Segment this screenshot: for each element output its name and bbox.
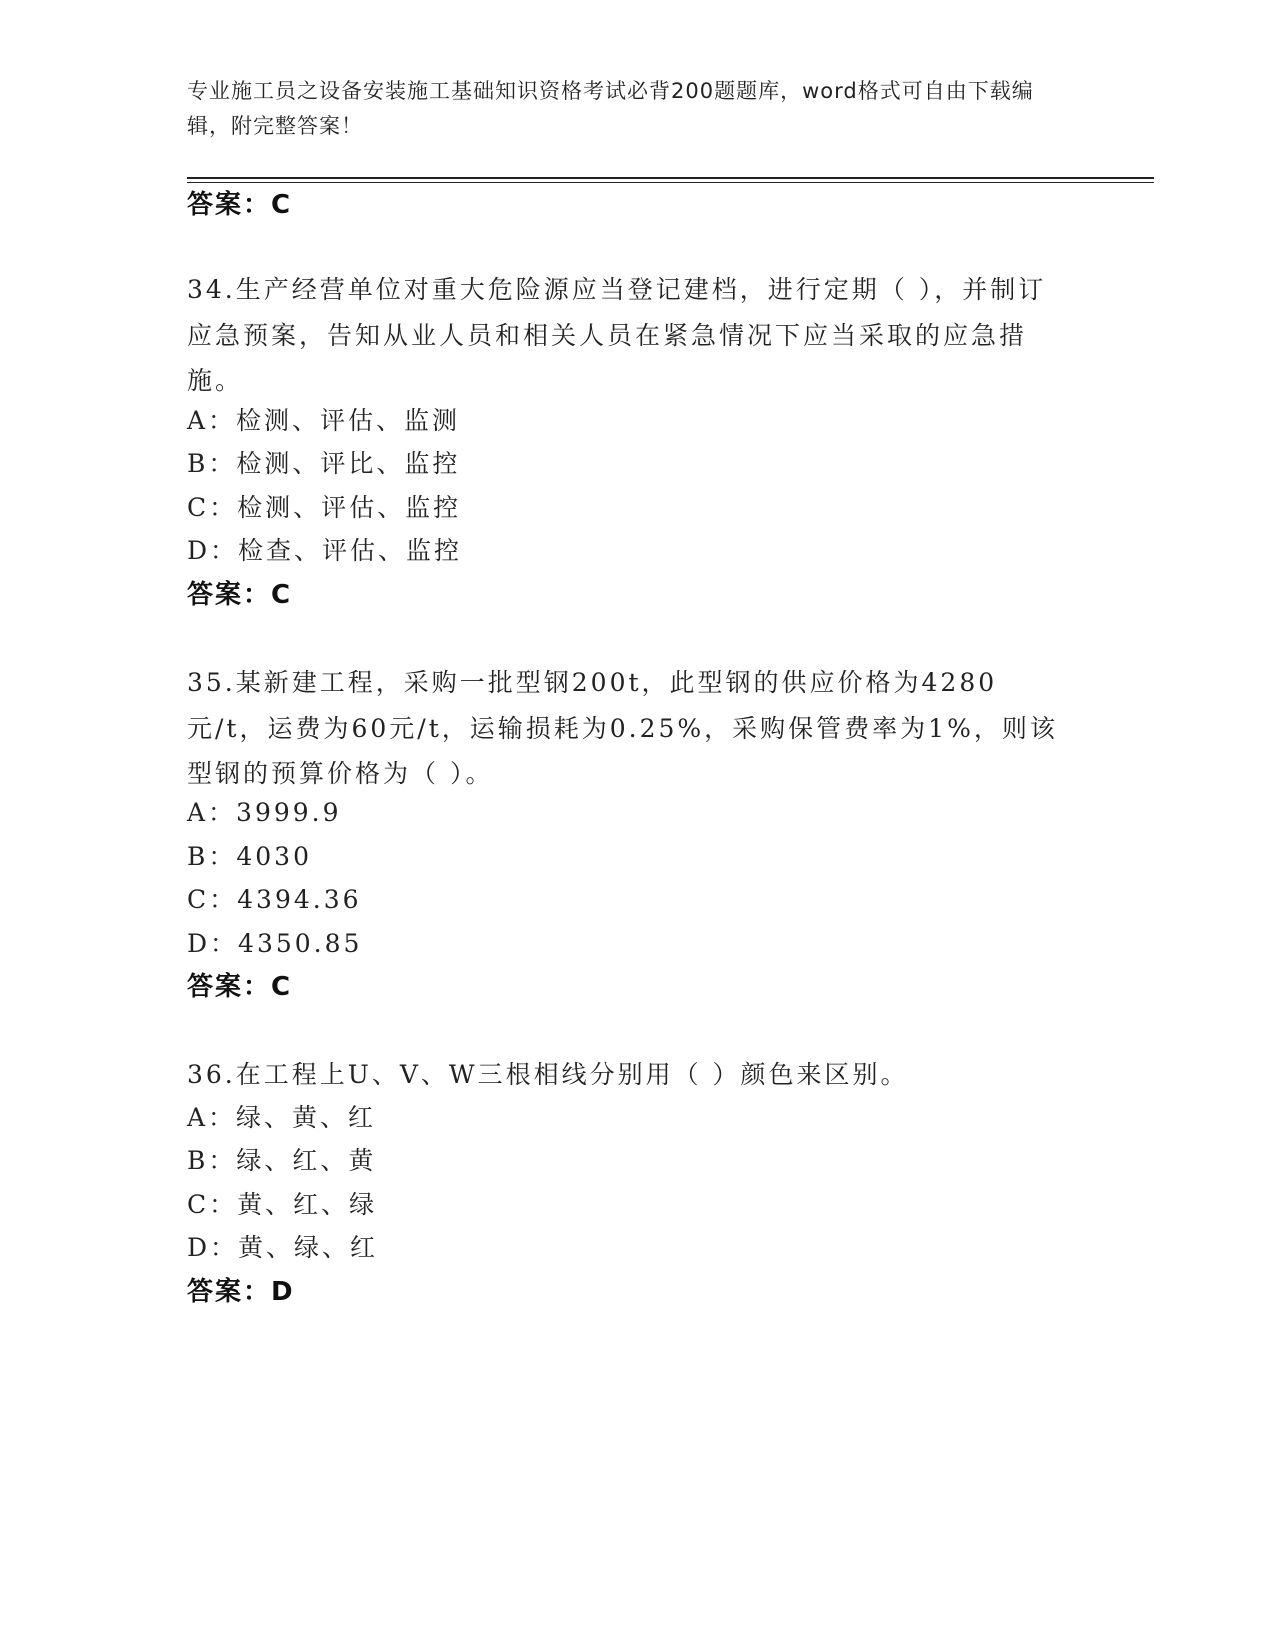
option-d: D：黄、绿、红 [187,1233,379,1262]
question-stem: 34.生产经营单位对重大危险源应当登记建档，进行定期（ ），并制订应急预案，告知从业人员和相关人员在紧急情况下应当采取的应急措施。 [187,275,1047,395]
answer-line: 答案：C [187,580,293,610]
option-c: C：黄、红、绿 [187,1190,378,1219]
option-a: A：检测、评估、监测 [187,406,461,435]
answer-line: 答案：C [187,972,293,1002]
question-stem: 36.在工程上U、V、W三根相线分别用（ ）颜色来区别。 [187,1060,909,1089]
answer-line: 答案：D [187,1277,295,1307]
document-header: 专业施工员之设备安装施工基础知识资格考试必背200题题库，word格式可自由下载编辑，附完整答案！ [187,79,1034,138]
question-stem: 35.某新建工程，采购一批型钢200t，此型钢的供应价格为4280元/t，运费为60元/t，运输损耗为0.25%，采购保管费率为1%，则该型钢的预算价格为（ ）。 [187,668,1058,788]
option-a: A：3999.9 [187,798,342,827]
option-b: B：绿、红、黄 [187,1146,377,1175]
option-c: C：检测、评估、监控 [187,493,462,522]
option-a: A：绿、黄、红 [187,1103,377,1132]
option-c: C：4394.36 [187,885,362,914]
option-b: B：4030 [187,842,312,871]
option-d: D：检查、评估、监控 [187,536,463,565]
option-d: D：4350.85 [187,929,363,958]
header-divider-thin [187,182,1154,183]
answer-line: 答案：C [187,190,293,220]
option-b: B：检测、评比、监控 [187,449,461,478]
header-divider [187,177,1154,179]
